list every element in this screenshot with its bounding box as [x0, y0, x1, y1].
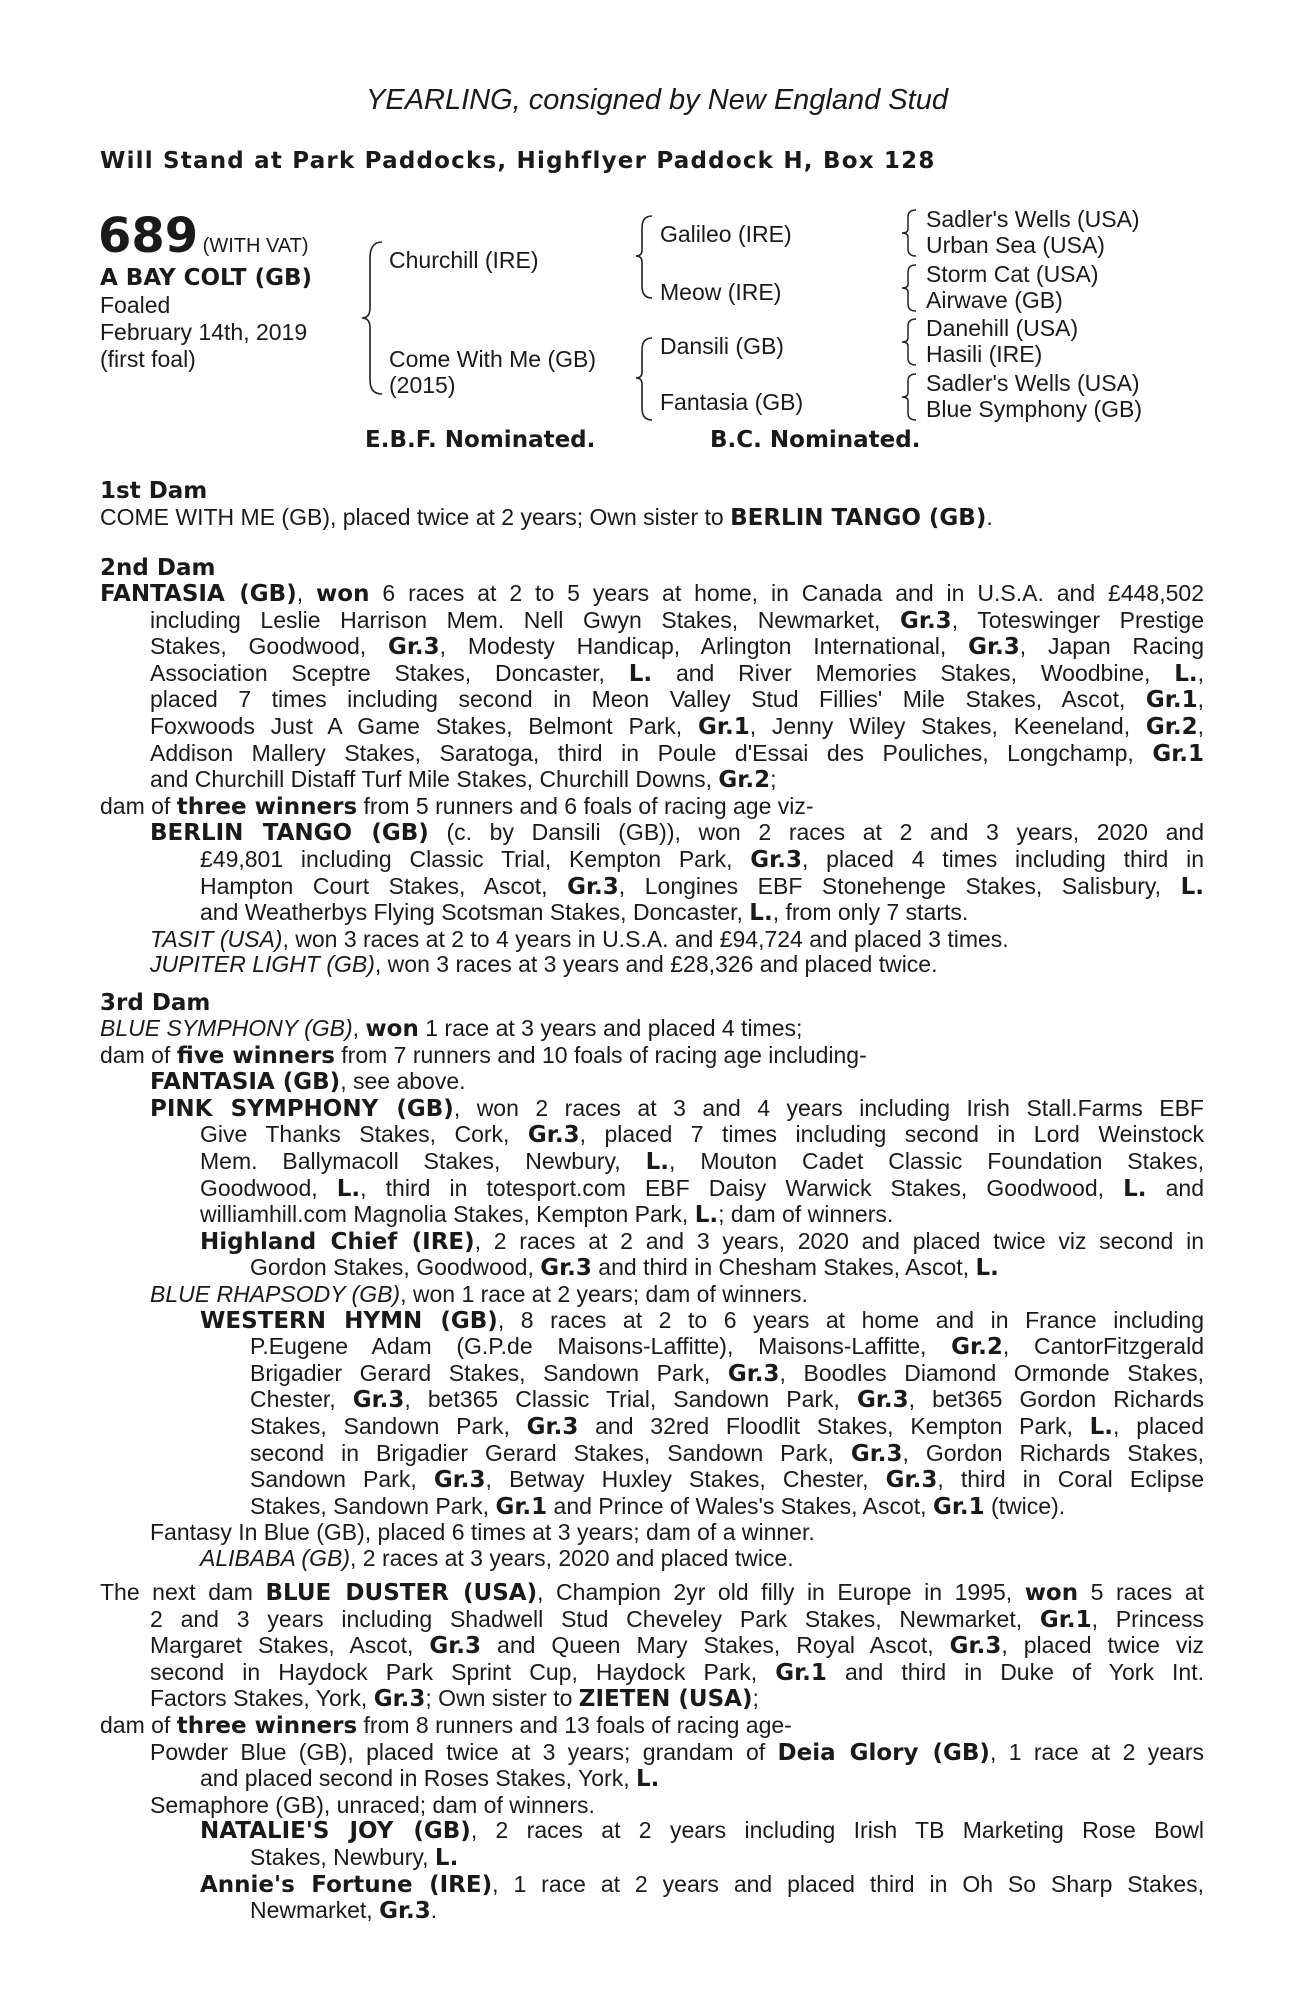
- bc-nomination: B.C. Nominated.: [710, 427, 921, 453]
- granddam-4: Airwave (GB): [926, 287, 1063, 313]
- grandsire-1: Sadler's Wells (USA): [926, 206, 1140, 232]
- foaled-date: February 14th, 2019: [100, 319, 308, 345]
- lot-number: 689: [98, 208, 199, 264]
- dam-dam-name: Fantasia (GB): [660, 389, 804, 415]
- fantasy-in-blue-entry: Fantasy In Blue (GB), placed 6 times at 3 years; dam of a winner.: [150, 1519, 815, 1546]
- foal-note: (first foal): [100, 346, 196, 372]
- stand-location: Will Stand at Park Paddocks, Highflyer Paddock H, Box 128: [100, 148, 936, 174]
- powder-blue-entry: Powder Blue (GB), placed twice at 3 years; grandam of Deia Glory (GB), 1 race at 2 years: [150, 1738, 1204, 1766]
- alibaba-entry: ALIBABA (GB), 2 races at 3 years, 2020 and placed twice.: [200, 1544, 794, 1571]
- granddam-8: Blue Symphony (GB): [926, 396, 1143, 422]
- third-dam-title: 3rd Dam: [100, 990, 211, 1016]
- lot-description: A BAY COLT (GB): [100, 265, 313, 291]
- sibling-name: BERLIN TANGO (GB): [730, 505, 987, 531]
- meow-brace: [900, 262, 920, 314]
- consignor-heading: YEARLING, consigned by New England Stud: [366, 84, 948, 116]
- ebf-nomination: E.B.F. Nominated.: [365, 427, 596, 453]
- semaphore-entry: Semaphore (GB), unraced; dam of winners.: [150, 1791, 595, 1818]
- lot-number-block: [98, 208, 309, 264]
- grandsire-5: Danehill (USA): [926, 315, 1079, 341]
- second-dam-record: FANTASIA (GB), won 6 races at 2 to 5 years at home, in Canada and in U.S.A. and £448,502 including Leslie Harrison Mem. Nell Gwyn Stakes, Newmarket, Gr.3, Toteswinger Prestige Stakes, Goodwood, Gr.3, Modesty Handicap, Arlington International, Gr.3, Japan Racing Association Sceptre Stakes, Doncaster, L. and River Memories Stakes, Woodbine, L., placed 7 times including second in Meon Valley Stud Fillies' Mile Stakes, Ascot, Gr.1, Foxwoods Just A Game Stakes, Belmont Park, Gr.1, Jenny Wiley Stakes, Keeneland, Gr.2, Addison Mallery Stakes, Saratoga, third in Poule d'Essai des Pouliches, Longchamp, Gr.1 and Churchill Distaff Turf Mile Stakes, Churchill Downs, Gr.2; dam of three winners from 5 runners and 6 foals of racing age viz- BERLIN TANGO (GB) (c. by Dansili (GB)), won 2 races at 2 and 3 years, 2020 and £49,801 including Classic Trial, Kempton Park, Gr.3, placed 4 times including third in Hampton Court Stakes, Ascot, Gr.3, Longines EBF Stonehenge Stakes, Salisbury, L. and Weatherbys Flying Scotsman Stakes, Doncaster, L., from only 7 starts. TASIT (USA), won 3 races at 2 to 4 years in U.S.A. and £94,724 and placed 3 times. JUPITER LIGHT (GB), won 3 races at 3 years and £28,326 and placed twice.: [100, 580, 1205, 978]
- first-dam-title: 1st Dam: [100, 478, 208, 504]
- annies-fortune-entry: Annie's Fortune (IRE), 1 race at 2 years and placed third in Oh So Sharp Stakes,: [200, 1870, 1204, 1898]
- western-hymn-entry: WESTERN HYMN (GB), 8 races at 2 to 6 years at home and in France including: [200, 1306, 1204, 1334]
- granddam-6: Hasili (IRE): [926, 341, 1043, 367]
- tasit-entry: TASIT (USA), won 3 races at 2 to 4 years in U.S.A. and £94,724 and placed 3 times.: [150, 925, 1009, 952]
- dam-name: Come With Me (GB): [389, 346, 597, 372]
- grandsire-7: Sadler's Wells (USA): [926, 370, 1140, 396]
- dam-line-brace: [634, 334, 658, 424]
- berlin-tango-entry: BERLIN TANGO (GB) (c. by Dansili (GB)), won 2 races at 2 and 3 years, 2020 and: [150, 819, 1204, 847]
- pink-symphony-entry: PINK SYMPHONY (GB), won 2 races at 3 and 4 years including Irish Stall.Farms EBF: [150, 1094, 1204, 1122]
- sire-dam-brace: [360, 238, 390, 398]
- dansili-brace: [900, 316, 920, 368]
- grandsire-3: Storm Cat (USA): [926, 261, 1099, 287]
- sire-name: Churchill (IRE): [389, 247, 539, 273]
- jupiter-light-entry: JUPITER LIGHT (GB), won 3 races at 3 years and £28,326 and placed twice.: [150, 951, 938, 978]
- dam-year: (2015): [389, 372, 456, 398]
- highland-chief-entry: Highland Chief (IRE), 2 races at 2 and 3 years, 2020 and placed twice viz second in: [200, 1227, 1204, 1255]
- vat-note: (WITH VAT): [202, 235, 309, 257]
- foaled-label: Foaled: [100, 292, 171, 318]
- second-dam-title: 2nd Dam: [100, 555, 216, 581]
- sire-dam-name: Meow (IRE): [660, 279, 782, 305]
- natalies-joy-entry: NATALIE'S JOY (GB), 2 races at 2 years including Irish TB Marketing Rose Bowl: [200, 1817, 1204, 1845]
- granddam-2: Urban Sea (USA): [926, 232, 1105, 258]
- dam-sire-name: Dansili (GB): [660, 333, 784, 359]
- first-dam-text: COME WITH ME (GB), placed twice at 2 years; Own sister to BERLIN TANGO (GB).: [100, 504, 993, 531]
- fantasia-brace: [900, 371, 920, 423]
- sire-line-brace: [634, 212, 658, 302]
- third-dam-record: BLUE SYMPHONY (GB), won 1 race at 3 years and placed 4 times; dam of five winners from 7 runners and 10 foals of racing age including- FANTASIA (GB), see above. PINK SYMPHONY (GB), won 2 races at 3 and 4 years including Irish Stall.Farms EBF Give Thanks Stakes, Cork, Gr.3, placed 7 times including second in Lord Weinstock Mem. Ballymacoll Stakes, Newbury, L., Mouton Cadet Classic Foundation Stakes, Goodwood, L., third in totesport.com EBF Daisy Warwick Stakes, Goodwood, L. and williamhill.com Magnolia Stakes, Kempton Park, L.; dam of winners. Highland Chief (IRE), 2 races at 2 and 3 years, 2020 and placed twice viz second in Gordon Stakes, Goodwood, Gr.3 and third in Chesham Stakes, Ascot, L. BLUE RHAPSODY (GB), won 1 race at 2 years; dam of winners. WESTERN HYMN (GB), 8 races at 2 to 6 years at home and in France including P.Eugene Adam (G.P.de Maisons-Laffitte), Maisons-Laffitte, Gr.2, CantorFitzgerald Brigadier Gerard Stakes, Sandown Park, Gr.3, Boodles Diamond Ormonde Stakes, Chester, Gr.3, bet365 Classic Trial, Sandown Park, Gr.3, bet365 Gordon Richards Stakes, Sandown Park, Gr.3 and 32red Floodlit Stakes, Kempton Park, L., placed second in Brigadier Gerard Stakes, Sandown Park, Gr.3, Gordon Richards Stakes, Sandown Park, Gr.3, Betway Huxley Stakes, Chester, Gr.3, third in Coral Eclipse Stakes, Sandown Park, Gr.1 and Prince of Wales's Stakes, Ascot, Gr.1 (twice). Fantasy In Blue (GB), placed 6 times at 3 years; dam of a winner. ALIBABA (GB), 2 races at 3 years, 2020 and placed twice.: [100, 1015, 1205, 1571]
- next-dam-record: The next dam BLUE DUSTER (USA), Champion 2yr old filly in Europe in 1995, won 5 races at 2 and 3 years including Shadwell Stud Cheveley Park Stakes, Newmarket, Gr.1, Princess Margaret Stakes, Ascot, Gr.3 and Queen Mary Stakes, Royal Ascot, Gr.3, placed twice viz second in Haydock Park Sprint Cup, Haydock Park, Gr.1 and third in Duke of York Int. Factors Stakes, York, Gr.3; Own sister to ZIETEN (USA); dam of three winners from 8 runners and 13 foals of racing age- Powder Blue (GB), placed twice at 3 years; grandam of Deia Glory (GB), 1 race at 2 years and placed second in Roses Stakes, York, L. Semaphore (GB), unraced; dam of winners. NATALIE'S JOY (GB), 2 races at 2 years including Irish TB Marketing Rose Bowl Stakes, Newbury, L. Annie's Fortune (IRE), 1 race at 2 years and placed third in Oh So Sharp Stakes, Newmarket, Gr.3.: [100, 1579, 1205, 1925]
- galileo-brace: [900, 207, 920, 259]
- sire-sire-name: Galileo (IRE): [660, 221, 792, 247]
